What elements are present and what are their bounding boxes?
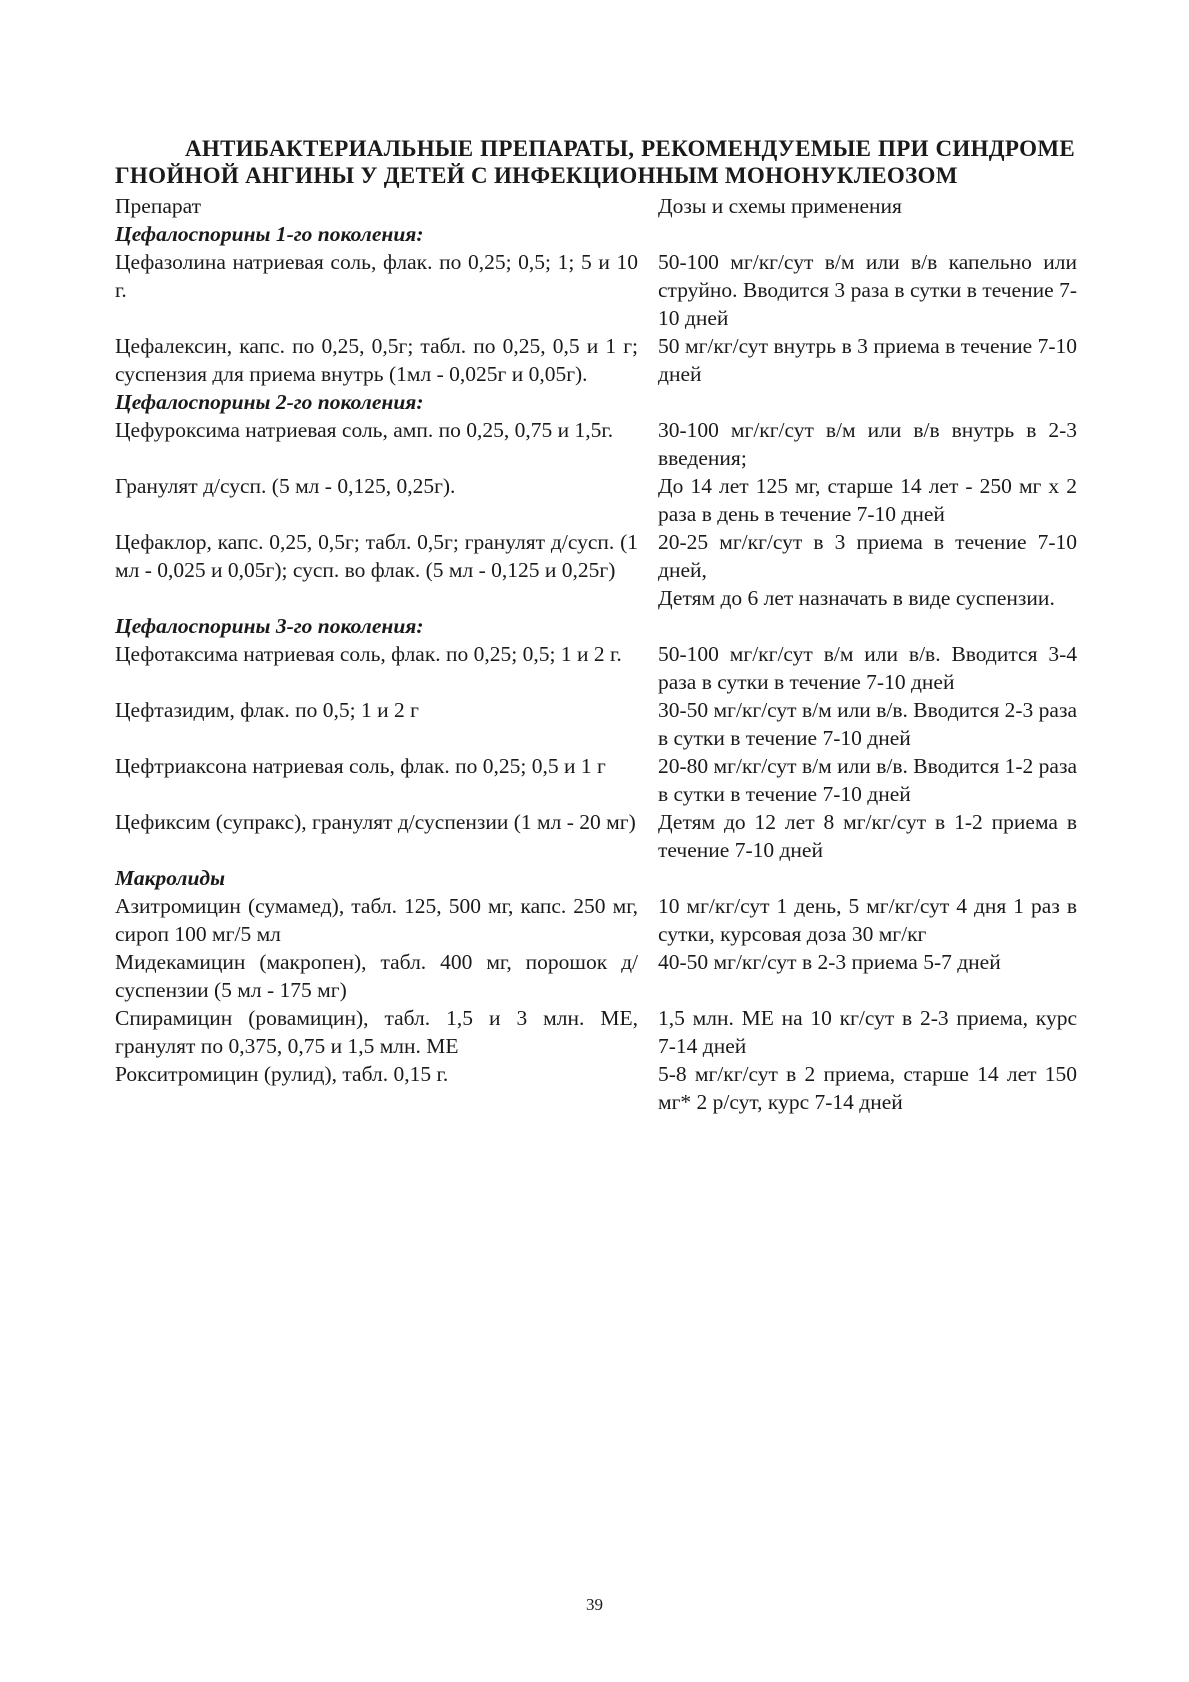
section-row: [115, 388, 1077, 416]
section-heading-macrolides: Макролиды: [115, 866, 225, 890]
table-row: [115, 1004, 1077, 1060]
section-row: [115, 612, 1077, 640]
section-heading-cephalosporins-3: Цефалоспорины 3-го поколения:: [115, 614, 424, 638]
table-row: [115, 528, 1077, 612]
drug-cell: Рокситромицин (рулид), табл. 0,15 г.: [115, 1062, 449, 1086]
table-row: [115, 640, 1077, 696]
table-row: [115, 892, 1077, 948]
dose-cell: 50-100 мг/кг/сут в/м или в/в капельно или струйно. Вводится 3 раза в сутки в течение 7-10 дней: [658, 250, 1077, 330]
section-heading-cephalosporins-2: Цефалоспорины 2-го поколения:: [115, 390, 424, 414]
dose-cell: 50-100 мг/кг/сут в/м или в/в. Вводится 3-4 раза в сутки в течение 7-10 дней: [658, 642, 1077, 694]
table-row: [115, 248, 1077, 332]
dose-cell: 30-100 мг/кг/сут в/м или в/в внутрь в 2-3 введения;: [658, 418, 1077, 470]
drug-cell: Цефазолина натриевая соль, флак. по 0,25; 0,5; 1; 5 и 10 г.: [115, 250, 638, 302]
dose-cell: 5-8 мг/кг/сут в 2 приема, старше 14 лет 150 мг* 2 р/сут, курс 7-14 дней: [658, 1062, 1077, 1114]
drug-cell: Цефтриаксона натриевая соль, флак. по 0,25; 0,5 и 1 г: [115, 754, 606, 778]
table-row: [115, 416, 1077, 472]
dose-cell: 30-50 мг/кг/сут в/м или в/в. Вводится 2-3 раза в сутки в течение 7-10 дней: [658, 698, 1077, 750]
drug-cell: Цефтазидим, флак. по 0,5; 1 и 2 г: [115, 698, 419, 722]
table-row: [115, 1060, 1077, 1116]
table-row: [115, 332, 1077, 388]
drug-cell: Цефуроксима натриевая соль, амп. по 0,25, 0,75 и 1,5г.: [115, 418, 614, 442]
drug-cell: Цефалексин, капс. по 0,25, 0,5г; табл. по 0,25, 0,5 и 1 г; суспензия для приема внутрь (1мл - 0,025г и 0,05г).: [115, 334, 638, 386]
drug-cell: Спирамицин (ровамицин), табл. 1,5 и 3 млн. МЕ, гранулят по 0,375, 0,75 и 1,5 млн. МЕ: [115, 1006, 638, 1058]
section-row: [115, 864, 1077, 892]
dose-cell: 40-50 мг/кг/сут в 2-3 приема 5-7 дней: [658, 950, 1001, 974]
document-page: [115, 135, 1075, 1116]
document-title: АНТИБАКТЕРИАЛЬНЫЕ ПРЕПАРАТЫ, РЕКОМЕНДУЕМЫЕ ПРИ СИНДРОМЕ ГНОЙНОЙ АНГИНЫ У ДЕТЕЙ С ИНФЕКЦИОННЫМ МОНОНУКЛЕОЗОМ: [115, 136, 1075, 188]
section-heading-cephalosporins-1: Цефалоспорины 1-го поколения:: [115, 222, 424, 246]
section-row: [115, 220, 1077, 248]
dose-cell: 50 мг/кг/сут внутрь в 3 приема в течение 7-10 дней: [658, 334, 1077, 386]
drug-cell: Цефиксим (супракс), гранулят д/суспензии (1 мл - 20 мг): [115, 810, 636, 834]
drug-cell: Цефотаксима натриевая соль, флак. по 0,25; 0,5; 1 и 2 г.: [115, 642, 622, 666]
dose-cell: До 14 лет 125 мг, старше 14 лет - 250 мг х 2 раза в день в течение 7-10 дней: [658, 474, 1077, 526]
dose-text: 20-25 мг/кг/сут в 3 приема в течение 7-10 дней,: [658, 530, 1077, 582]
drug-cell: Цефаклор, капс. 0,25, 0,5г; табл. 0,5г; гранулят д/сусп. (1 мл - 0,025 и 0,05г); сусп. во флак. (5 мл - 0,125 и 0,25г): [115, 530, 638, 582]
dose-cell: 10 мг/кг/сут 1 день, 5 мг/кг/сут 4 дня 1 раз в сутки, курсовая доза 30 мг/кг: [658, 894, 1077, 946]
page-number: 39: [586, 1595, 603, 1614]
table-row: [115, 808, 1077, 864]
dose-cell: [658, 528, 1077, 612]
drug-cell: Мидекамицин (макропен), табл. 400 мг, порошок д/суспензии (5 мл - 175 мг): [115, 950, 638, 1002]
dose-cell: 20-80 мг/кг/сут в/м или в/в. Вводится 1-2 раза в сутки в течение 7-10 дней: [658, 754, 1077, 806]
table-row: [115, 472, 1077, 528]
table-row: [115, 752, 1077, 808]
drug-cell: Гранулят д/сусп. (5 мл - 0,125, 0,25г).: [115, 474, 456, 498]
table-row: [115, 696, 1077, 752]
drug-table: [115, 192, 1077, 1116]
dose-cell: Детям до 12 лет 8 мг/кг/сут в 1-2 приема в течение 7-10 дней: [658, 810, 1077, 862]
dose-note: Детям до 6 лет назначать в виде суспензии.: [658, 586, 1055, 610]
drug-cell: Азитромицин (сумамед), табл. 125, 500 мг, капс. 250 мг, сироп 100 мг/5 мл: [115, 894, 638, 946]
header-drug: Препарат: [115, 194, 201, 218]
header-dose: Дозы и схемы применения: [658, 194, 902, 218]
table-row: [115, 948, 1077, 1004]
table-header-row: [115, 192, 1077, 220]
dose-cell: 1,5 млн. МЕ на 10 кг/сут в 2-3 приема, курс 7-14 дней: [658, 1006, 1077, 1058]
